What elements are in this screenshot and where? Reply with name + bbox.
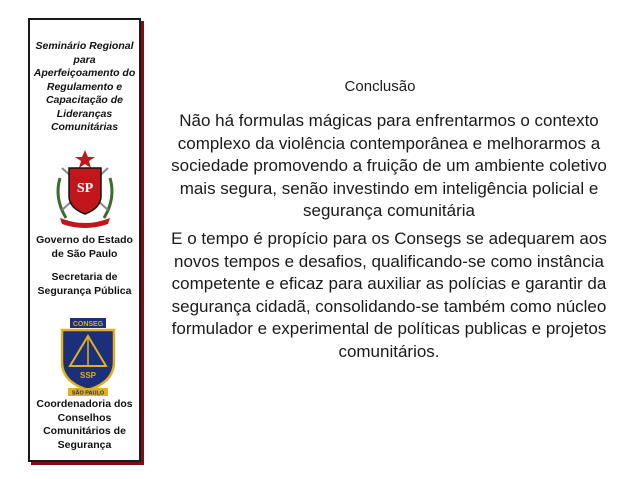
conseg-logo-icon <box>52 316 124 398</box>
conseg-logo-label: CONSEG <box>72 321 104 328</box>
conseg-logo-bottom: SÃO PAULO <box>71 390 105 397</box>
crest-letters: SP <box>76 181 94 196</box>
sao-paulo-coat-of-arms-icon <box>52 148 118 230</box>
conclusion-paragraph-1: Não há formulas mágicas para enfrentarmos o contexto complexo da violência contemporânea e melhorarmos a sociedade promovendo a fruição de um ambiente coletivo mais segura, senão investindo em inteligência policial e segurança comunitária <box>171 111 607 220</box>
coordination-label: Coordenadoria dos Conselhos Comunitários de Segurança <box>36 398 133 451</box>
seminar-title: Seminário Regional para Aperfeiçoamento do Regulamento e Capacitação de Lideranças Comunitárias <box>33 40 136 133</box>
page-title: Conclusão <box>344 78 416 95</box>
government-label: Governo do Estado de São Paulo <box>36 234 133 260</box>
conclusion-paragraph-2: E o tempo é propício para os Consegs se adequarem aos novos tempos e desafios, qualificando-se como instância competente e eficaz para auxiliar as polícias e garantir da segurança cidadã, consolidando-se também como núcleo formulador e experimental de políticas publicas e projetos comunitários. <box>171 229 607 361</box>
secretariat-label: Secretaria de Segurança Pública <box>37 271 132 297</box>
conseg-logo-letters: SSP <box>79 371 97 380</box>
sidebar-panel <box>28 18 141 462</box>
